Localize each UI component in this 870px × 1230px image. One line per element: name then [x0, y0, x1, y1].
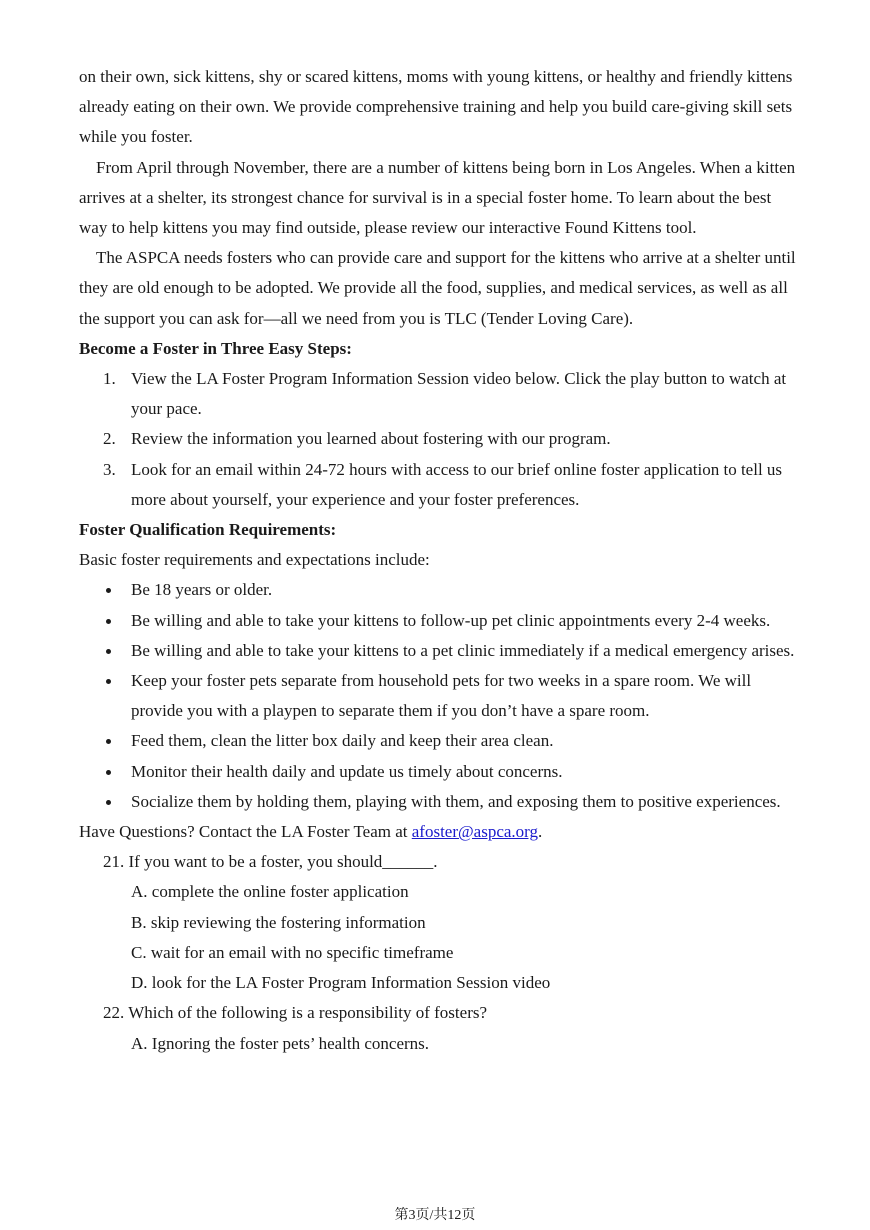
- requirement-text: Feed them, clean the litter box daily and keep their area clean.: [131, 731, 554, 751]
- question-stem: 21. If you want to be a foster, you should______.: [103, 852, 438, 872]
- step-number: 1.: [103, 369, 116, 389]
- step-text: View the LA Foster Program Information Session video below. Click the play button to watch at your pace.: [131, 369, 787, 419]
- question-stem: 22. Which of the following is a responsibility of fosters?: [103, 1003, 488, 1023]
- requirement-text: Socialize them by holding them, playing with them, and exposing them to positive experiences.: [131, 791, 781, 811]
- steps-list: [79, 364, 799, 515]
- step-text: Review the information you learned about fostering with our program.: [131, 429, 611, 449]
- requirements-list: [79, 575, 799, 817]
- page-content: [79, 62, 799, 1059]
- requirement-item: [79, 726, 799, 756]
- requirements-intro: Basic foster requirements and expectations include:: [79, 550, 430, 570]
- step-item: [79, 424, 799, 454]
- requirement-item: [79, 666, 799, 726]
- step-item: [79, 455, 799, 515]
- requirement-item: [79, 757, 799, 787]
- question-22: [79, 998, 799, 1058]
- requirement-text: Monitor their health daily and update us timely about concerns.: [131, 761, 563, 781]
- requirement-item: [79, 787, 799, 817]
- requirement-item: [79, 606, 799, 636]
- answer-option: B. skip reviewing the fostering information: [131, 912, 426, 932]
- answer-option: D. look for the LA Foster Program Information Session video: [131, 973, 551, 993]
- requirement-item: [79, 575, 799, 605]
- bullet-icon: [106, 679, 111, 684]
- answer-option: A. complete the online foster application: [131, 882, 409, 902]
- requirement-text: Be 18 years or older.: [131, 580, 273, 600]
- page-footer: 第3页/共12页: [394, 1208, 476, 1223]
- question-21: [79, 847, 799, 998]
- answer-option: C. wait for an email with no specific timeframe: [131, 942, 454, 962]
- requirement-text: Keep your foster pets separate from household pets for two weeks in a spare room. We will provide you with a playpen to separate them if you don’t have a spare room.: [131, 671, 752, 721]
- requirement-text: Be willing and able to take your kittens to a pet clinic immediately if a medical emergency arises.: [131, 640, 795, 660]
- bullet-icon: [106, 588, 111, 593]
- bullet-icon: [106, 619, 111, 624]
- contact-suffix: .: [538, 822, 543, 842]
- step-number: 3.: [103, 459, 116, 479]
- bullet-icon: [106, 800, 111, 805]
- steps-heading: Become a Foster in Three Easy Steps:: [79, 338, 352, 358]
- answer-option: A. Ignoring the foster pets’ health concerns.: [131, 1033, 430, 1053]
- bullet-icon: [106, 739, 111, 744]
- requirement-text: Be willing and able to take your kittens to follow-up pet clinic appointments every 2-4 weeks.: [131, 610, 771, 630]
- contact-line: [79, 817, 799, 847]
- bullet-icon: [106, 770, 111, 775]
- contact-prefix: Have Questions? Contact the LA Foster Team at: [79, 822, 412, 842]
- requirements-heading: Foster Qualification Requirements:: [79, 520, 337, 540]
- requirement-item: [79, 636, 799, 666]
- step-text: Look for an email within 24-72 hours with access to our brief online foster application to tell us more about yourself, your experience and your foster preferences.: [131, 459, 783, 509]
- email-link[interactable]: afoster@aspca.org: [411, 822, 539, 842]
- paragraph-intro-continued: on their own, sick kittens, shy or scared kittens, moms with young kittens, or healthy and friendly kittens already eating on their own. We provide comprehensive training and help you build care-giving skill sets while you foster.: [79, 67, 793, 147]
- bullet-icon: [106, 649, 111, 654]
- paragraph-aspca-needs: The ASPCA needs fosters who can provide care and support for the kittens who arrive at a shelter until they are old enough to be adopted. We provide all the food, supplies, and medical services, as well as all the support you can ask for—all we need from you is TLC (Tender Loving Care).: [79, 248, 796, 328]
- step-number: 2.: [103, 429, 116, 449]
- paragraph-kitten-season: From April through November, there are a number of kittens being born in Los Angeles. When a kitten arrives at a shelter, its strongest chance for survival is in a special foster home. To learn about the best way to help kittens you may find outside, please review our interactive Found Kittens tool.: [79, 157, 796, 238]
- step-item: [79, 364, 799, 424]
